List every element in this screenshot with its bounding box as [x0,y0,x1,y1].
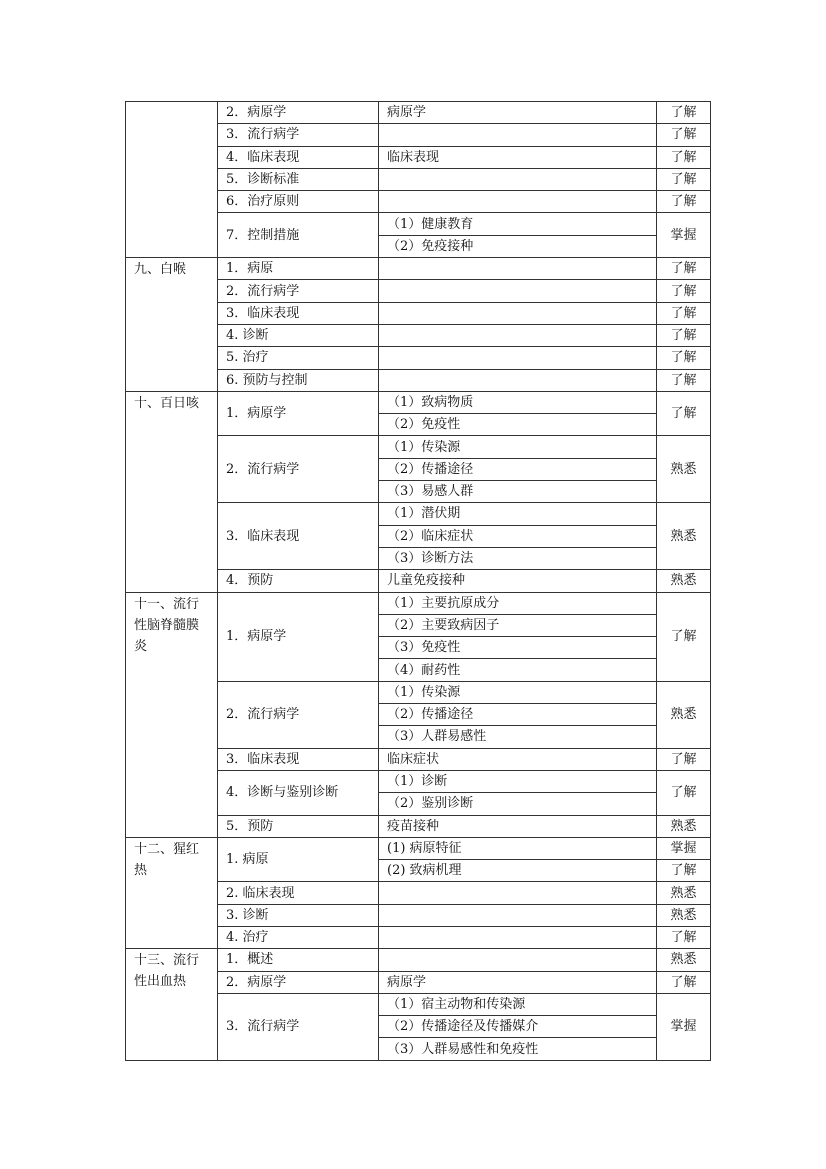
item-cell [379,926,657,948]
item-cell [379,302,657,324]
item-cell: （3）免疫性 [379,637,657,659]
level-cell: 掌握 [657,993,711,1060]
unit-cell: 5．预防 [218,815,379,837]
level-cell: 熟悉 [657,503,711,570]
unit-cell: 6. 预防与控制 [218,369,379,391]
item-cell: （1）宿主动物和传染源 [379,993,657,1015]
syllabus-table [125,101,711,1061]
item-cell [379,280,657,302]
unit-cell: 2．病原学 [218,102,379,124]
level-cell: 了解 [657,748,711,770]
level-cell: 了解 [657,592,711,681]
level-cell: 熟悉 [657,570,711,592]
item-cell: （3）易感人群 [379,481,657,503]
unit-cell: 4．预防 [218,570,379,592]
item-cell: （2）免疫接种 [379,235,657,257]
table-row [126,837,711,859]
level-cell: 了解 [657,191,711,213]
unit-cell: 3. 诊断 [218,904,379,926]
item-cell: （2）免疫性 [379,414,657,436]
level-cell: 熟悉 [657,904,711,926]
item-cell: 儿童免疫接种 [379,570,657,592]
section-title-cell: 九、白喉 [126,258,218,392]
unit-cell: 1. 病原 [218,837,379,882]
item-cell: 病原学 [379,102,657,124]
unit-cell: 1．病原学 [218,391,379,436]
level-cell: 熟悉 [657,815,711,837]
item-cell: （2）主要致病因子 [379,614,657,636]
item-cell [379,124,657,146]
item-cell: （1）潜伏期 [379,503,657,525]
item-cell [379,347,657,369]
item-cell: （2）传播途径 [379,704,657,726]
unit-cell: 1．病原 [218,258,379,280]
level-cell: 了解 [657,124,711,146]
level-cell: 了解 [657,146,711,168]
table-row [126,102,711,124]
unit-cell: 5. 治疗 [218,347,379,369]
table-row [126,258,711,280]
item-cell: （2）传播途径及传播媒介 [379,1016,657,1038]
item-cell: （3）人群易感性和免疫性 [379,1038,657,1060]
section-title-cell: 十一、流行性脑脊髓膜炎 [126,592,218,837]
item-cell [379,258,657,280]
item-cell [379,904,657,926]
unit-cell: 2. 临床表现 [218,882,379,904]
item-cell: （1）传染源 [379,436,657,458]
item-cell: 临床症状 [379,748,657,770]
item-cell: （4）耐药性 [379,659,657,681]
item-cell: （3）人群易感性 [379,726,657,748]
section-title-cell: 十二、猩红热 [126,837,218,948]
unit-cell: 4. 治疗 [218,926,379,948]
item-cell: 疫苗接种 [379,815,657,837]
syllabus-table-body [126,102,711,1061]
unit-cell: 3．流行病学 [218,124,379,146]
table-row [126,592,711,614]
unit-cell: 5．诊断标准 [218,168,379,190]
level-cell: 了解 [657,347,711,369]
item-cell: （3）诊断方法 [379,547,657,569]
level-cell: 了解 [657,770,711,815]
item-cell [379,369,657,391]
level-cell: 了解 [657,168,711,190]
unit-cell: 2．流行病学 [218,681,379,748]
unit-cell: 3．临床表现 [218,748,379,770]
item-cell: （1）传染源 [379,681,657,703]
item-cell: （1）健康教育 [379,213,657,235]
unit-cell: 7．控制措施 [218,213,379,258]
level-cell: 熟悉 [657,436,711,503]
section-title-cell [126,102,218,258]
item-cell: （1）致病物质 [379,391,657,413]
unit-cell: 2．流行病学 [218,436,379,503]
unit-cell: 1．病原学 [218,592,379,681]
item-cell: (1) 病原特征 [379,837,657,859]
level-cell: 了解 [657,971,711,993]
item-cell: （2）鉴别诊断 [379,793,657,815]
item-cell [379,168,657,190]
item-cell [379,949,657,971]
table-row [126,391,711,413]
unit-cell: 4．诊断与鉴别诊断 [218,770,379,815]
unit-cell: 3．临床表现 [218,302,379,324]
level-cell: 了解 [657,324,711,346]
unit-cell: 3．流行病学 [218,993,379,1060]
level-cell: 熟悉 [657,882,711,904]
level-cell: 熟悉 [657,949,711,971]
table-row [126,949,711,971]
level-cell: 熟悉 [657,681,711,748]
level-cell: 了解 [657,258,711,280]
level-cell: 了解 [657,369,711,391]
item-cell [379,324,657,346]
level-cell: 了解 [657,280,711,302]
item-cell: （2）传播途径 [379,458,657,480]
level-cell: 掌握 [657,213,711,258]
level-cell: 了解 [657,860,711,882]
item-cell [379,191,657,213]
unit-cell: 3．临床表现 [218,503,379,570]
level-cell: 掌握 [657,837,711,859]
unit-cell: 2．流行病学 [218,280,379,302]
unit-cell: 1．概述 [218,949,379,971]
level-cell: 了解 [657,926,711,948]
item-cell: 临床表现 [379,146,657,168]
section-title-cell: 十三、流行性出血热 [126,949,218,1060]
item-cell [379,882,657,904]
level-cell: 了解 [657,302,711,324]
unit-cell: 4．临床表现 [218,146,379,168]
level-cell: 了解 [657,391,711,436]
unit-cell: 2．病原学 [218,971,379,993]
unit-cell: 6．治疗原则 [218,191,379,213]
item-cell: （1）诊断 [379,770,657,792]
item-cell: （2）临床症状 [379,525,657,547]
level-cell: 了解 [657,102,711,124]
item-cell: 病原学 [379,971,657,993]
section-title-cell: 十、百日咳 [126,391,218,592]
item-cell: (2) 致病机理 [379,860,657,882]
unit-cell: 4. 诊断 [218,324,379,346]
item-cell: （1）主要抗原成分 [379,592,657,614]
